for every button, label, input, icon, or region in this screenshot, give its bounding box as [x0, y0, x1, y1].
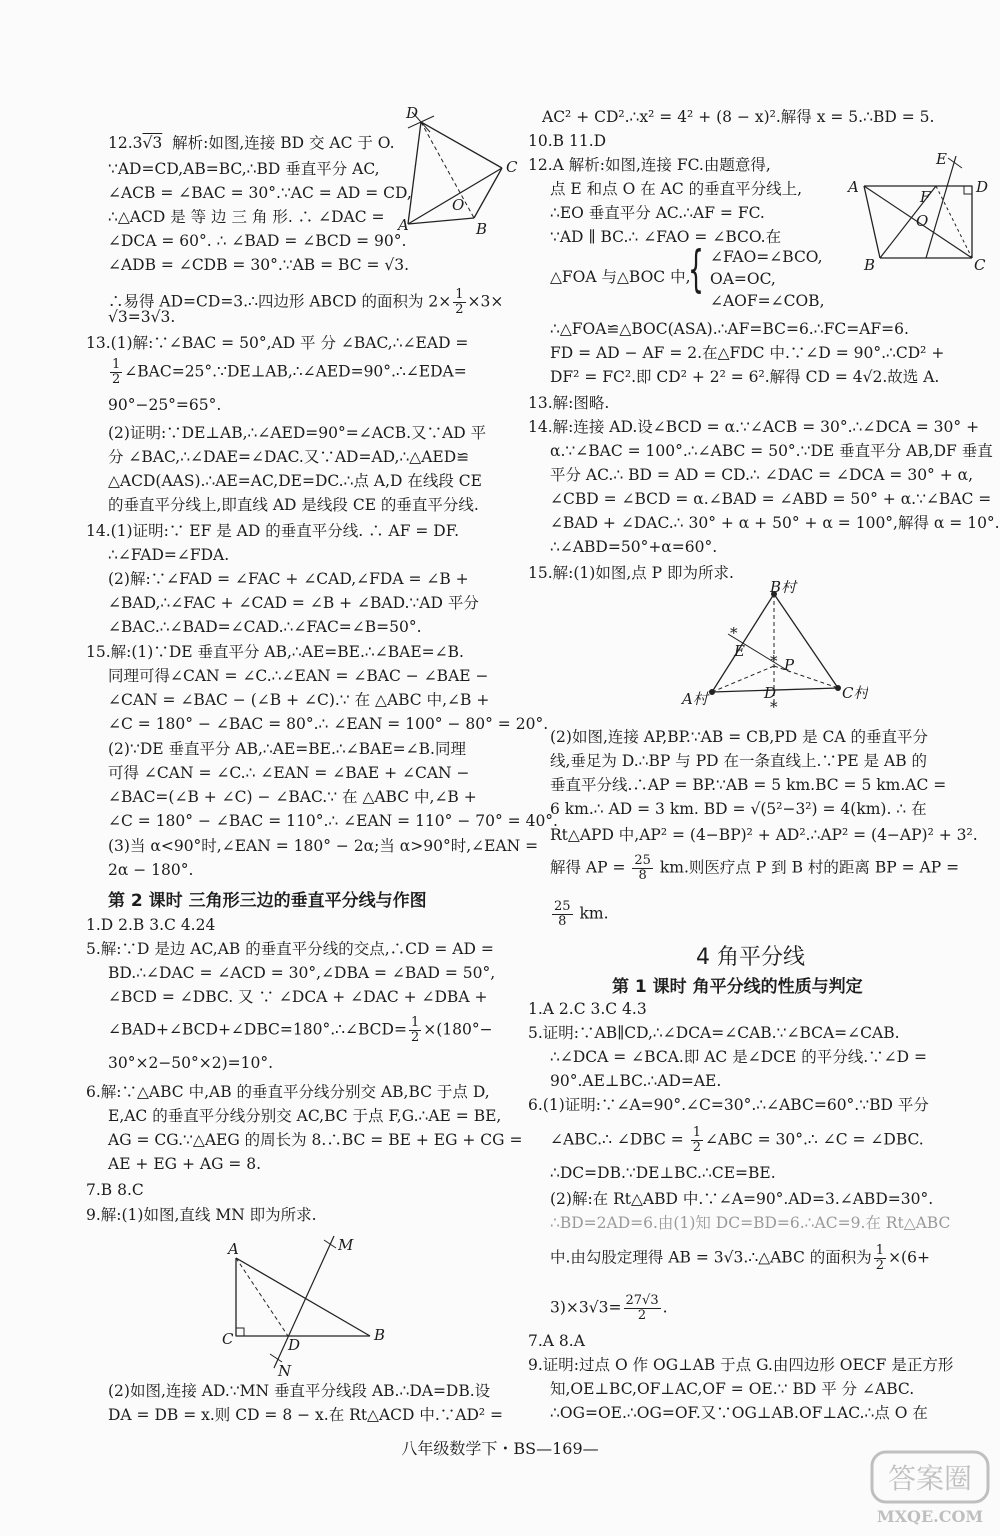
s9-line2: 知,OE⊥BC,OF⊥AC,OF = OE.∵ BD 平 分 ∠ABC. [550, 1380, 915, 1398]
q13-line7: 的垂直平分线上,即直线 AD 是线段 CE 的垂直平分线. [108, 496, 479, 514]
svg-text:D: D [406, 104, 419, 122]
svg-text:A: A [848, 178, 859, 196]
svg-text:M: M [338, 1236, 354, 1254]
s6-line1: 6.(1)证明:∵∠A=90°.∠C=30°.∴∠ABC=60°.∵BD 平分 [528, 1096, 929, 1114]
system-eq3: ∠AOF=∠COB, [710, 292, 825, 310]
chapter-heading: 4 角平分线 [696, 945, 805, 970]
q12r-line3: ∴EO 垂直平分 AC.∴AF = FC. [550, 204, 765, 222]
answers-1-4: 1.D 2.B 3.C 4.24 [86, 916, 216, 934]
q15r-line3: 线,垂足为 D.∴BP 与 PD 在一条直线上.∵PE 是 AB 的 [550, 752, 928, 770]
q5-line5: 30°×2−50°×2)=10°. [108, 1054, 274, 1072]
q9-line1: 9.解:(1)如图,直线 MN 即为所求. [86, 1206, 317, 1224]
q12-line4: ∴△ACD 是 等 边 三 角 形. ∴ ∠DAC = [108, 208, 385, 226]
svg-text:D: D [976, 178, 989, 196]
q5-line2: BD.∴∠DAC = ∠ACD = 30°,∠DBA = ∠BAD = 50°, [108, 964, 496, 982]
svg-text:MXQE.COM: MXQE.COM [876, 1507, 984, 1526]
svg-text:E: E [734, 642, 745, 660]
s5-line1: 5.证明:∵AB∥CD,∴∠DCA=∠CAB.∵∠BCA=∠CAB. [528, 1024, 900, 1042]
svg-text:C: C [974, 256, 986, 274]
q14r-line1: 14.解:连接 AD.设∠BCD = α.∵∠ACB = 30°.∴∠DCA = 30° + [528, 418, 980, 436]
s6-line3: ∴DC=DB.∵DE⊥BC.∴CE=BE. [550, 1164, 776, 1182]
svg-text:D: D [288, 1336, 301, 1354]
q15-line9: (3)当 α<90°时,∠EAN = 180° − 2α;当 α>90°时,∠EAN = [108, 837, 539, 855]
answers-1-4r: 1.A 2.C 3.C 4.3 [528, 1000, 647, 1018]
q15r-line7: 解得 AP = $\frac{25}{8}$ km.则医疗点 P 到 B 村的距离 BP = AP = [550, 853, 960, 883]
q14r-line2: α.∵∠BAC = 100°.∴∠ABC = 50°.∵DE 垂直平分 AB,DF 垂直 [550, 442, 993, 460]
q6-line4: AE + EG + AG = 8. [108, 1155, 262, 1173]
q15r-line4: 垂直平分线.∴AP = BP.∵AB = 5 km.BC = 5 km.AC = [550, 776, 947, 794]
s6-line2: ∠ABC.∴ ∠DBC = $\frac{1}{2}$ ∠ABC = 30°.∴ ∠C = ∠DBC. [550, 1125, 924, 1155]
svg-text:O: O [916, 212, 929, 230]
q13-line6: △ACD(AAS).∴AE=AC,DE=DC.∴点 A,D 在线段 CE [108, 472, 482, 490]
r-line1: AC² + CD².∴x² = 4² + (8 − x)².解得 x = 5.∴BD = 5. [542, 108, 935, 126]
svg-text:B: B [864, 256, 876, 274]
svg-text:*: * [770, 652, 778, 670]
q6-line2: E,AC 的垂直平分线分别交 AC,BC 于点 F,G.∴AE = BE, [108, 1107, 502, 1125]
q15r-line8: $\frac{25}{8}$ km. [554, 899, 609, 929]
q14r-line3: 平分 AC.∴ BD = AD = CD.∴ ∠DAC = ∠DCA = 30° + α, [550, 466, 974, 484]
q12-line3: ∠ACB = ∠BAC = 30°.∵AC = AD = CD, [108, 184, 412, 202]
q9-line3: DA = DB = x.则 CD = 8 − x.在 Rt△ACD 中.∵AD² = [108, 1406, 504, 1424]
q15-line7: ∠BAC=(∠B + ∠C) − ∠BAC.∵ 在 △ABC 中,∠B + [108, 788, 477, 806]
q5-line1: 5.解:∵D 是边 AC,AB 的垂直平分线的交点,∴CD = AD = [86, 940, 494, 958]
svg-text:O: O [452, 196, 465, 214]
svg-text:E: E [936, 150, 947, 168]
figure-triangle-mn [220, 1228, 410, 1378]
system-eq1: ∠FAO=∠BCO, [710, 248, 823, 266]
q13r: 13.解:图略. [528, 394, 610, 412]
q12r-line2: 点 E 和点 O 在 AC 的垂直平分线上, [550, 180, 803, 198]
q14-line1: 14.(1)证明:∵ EF 是 AD 的垂直平分线. ∴ AF = DF. [86, 522, 459, 540]
s9-line3: ∴OG=OE.∴OG=OF.又∵OG⊥AB.OF⊥AC.∴点 O 在 [550, 1404, 928, 1422]
svg-text:A村: A村 [682, 690, 708, 708]
q5-line4: ∠BAD+∠BCD+∠DBC=180°.∴∠BCD= $\frac{1}{2}$ ×(180°− [108, 1015, 493, 1045]
q15-line4: ∠C = 180° − ∠BAC = 80°.∴ ∠EAN = 100° − 80° = 20°. [108, 715, 549, 733]
svg-text:B村: B村 [770, 580, 797, 596]
figure-parallelogram [844, 146, 1000, 276]
q14r-line6: ∴∠ABD=50°+α=60°. [550, 538, 718, 556]
q12r-line8: DF² = FC².即 CD² + 2² = 6².解得 CD = 4√2.故选 A. [550, 368, 940, 386]
q15r-line5: 6 km.∴ AD = 3 km. BD = √(5²−3²) = 4(km). ∴ 在 [550, 800, 927, 818]
q14-line4: ∠BAD,∴∠FAC + ∠CAD = ∠B + ∠BAD.∵AD 平分 [108, 594, 479, 612]
svg-text:*: * [730, 624, 738, 642]
s6-line7: 3)×3√3= $\frac{27√3}{2}$ . [550, 1293, 668, 1323]
q15-line6: 可得 ∠CAN = ∠C.∴ ∠EAN = ∠BAE + ∠CAN − [108, 764, 470, 782]
q14r-line5: ∠BAD + ∠DAC.∴ 30° + α + 50° + α = 100°,解得 α = 10°. [550, 514, 1000, 532]
q15-line1: 15.解:(1)∵DE 垂直平分 AB,∴AE=BE.∴∠BAE=∠B. [86, 643, 464, 661]
q12-line1: 12.3√3 解析:如图,连接 BD 交 AC 于 O. [108, 134, 395, 152]
svg-text:A: A [398, 216, 409, 234]
q12-line6: ∠ADB = ∠CDB = 30°.∵AB = BC = √3. [108, 256, 410, 274]
q5-line3: ∠BCD = ∠DBC. 又 ∵ ∠DCA + ∠DAC + ∠DBA + [108, 988, 488, 1006]
q12r-line6: ∴△FOA≌△BOC(ASA).∴AF=BC=6.∴FC=AF=6. [550, 320, 909, 338]
q15-line2: 同理可得∠CAN = ∠C.∴∠EAN = ∠BAC − ∠BAE − [108, 667, 489, 685]
svg-text:*: * [770, 698, 778, 716]
answers-7-8: 7.B 8.C [86, 1181, 144, 1199]
q12-line7: ∴易得 AD=CD=3.∴四边形 ABCD 的面积为 2× $\frac{1}{2}$ ×3× [108, 287, 504, 317]
page-footer: 八年级数学下・BS—169— [401, 1439, 599, 1458]
answers-10-11: 10.B 11.D [528, 132, 607, 150]
svg-text:C村: C村 [842, 684, 868, 702]
s5-line3: 90°.AE⊥BC.∴AD=AE. [550, 1072, 722, 1090]
system-eq2: OA=OC, [710, 270, 776, 288]
system-brace: { [687, 240, 704, 298]
q15r-line1: 15.解:(1)如图,点 P 即为所求. [528, 564, 734, 582]
q14r-line4: ∠CBD = ∠BCD = α.∠BAD = ∠ABD = 50° + α.∵∠BAC = [550, 490, 992, 508]
q12r-line7: FD = AD − AF = 2.在△FDC 中.∵∠D = 90°.∴CD² + [550, 344, 945, 362]
section-heading-lesson1: 第 1 课时 角平分线的性质与判定 [612, 977, 863, 997]
q13-line5: 分 ∠BAC,∴∠DAE=∠DAC.又∵AD=AD,∴△AED≌ [108, 448, 470, 466]
svg-text:A: A [228, 1240, 239, 1258]
figure-quadrilateral-abcd [396, 100, 526, 240]
q12r-line1: 12.A 解析:如图,连接 FC.由题意得, [528, 156, 771, 174]
q12-line2: ∵AD=CD,AB=BC,∴BD 垂直平分 AC, [108, 160, 380, 178]
q15-line8: ∠C = 180° − ∠BAC = 110°.∴ ∠EAN = 110° − 70° = 40°. [108, 812, 558, 830]
q12-line5: ∠DCA = 60°. ∴ ∠BAD = ∠BCD = 90°. [108, 232, 407, 250]
s5-line2: ∴∠DCA = ∠BCA.即 AC 是∠DCE 的平分线.∵∠D = [550, 1048, 927, 1066]
q13-line1: 13.(1)解:∵∠BAC = 50°,AD 平 分 ∠BAC,∴∠EAD = [86, 334, 469, 352]
svg-text:N: N [278, 1362, 292, 1378]
q14-line3: (2)解:∵∠FAD = ∠FAC + ∠CAD,∠FDA = ∠B + [108, 570, 469, 588]
q12-line8: √3=3√3. [108, 308, 176, 326]
svg-text:D: D [764, 684, 777, 702]
q14-line2: ∴∠FAD=∠FDA. [108, 546, 230, 564]
section-heading-lesson2: 第 2 课时 三角形三边的垂直平分线与作图 [108, 891, 427, 911]
q9-line2: (2)如图,连接 AD.∵MN 垂直平分线段 AB.∴DA=DB.设 [108, 1382, 491, 1400]
svg-text:答案圈: 答案圈 [887, 1462, 973, 1495]
q15r-line2: (2)如图,连接 AP,BP.∵AB = CB,PD 是 CA 的垂直平分 [550, 728, 928, 746]
s9-line1: 9.证明:过点 O 作 OG⊥AB 于点 G.由四边形 OECF 是正方形 [528, 1356, 954, 1374]
svg-text:B: B [476, 220, 488, 238]
q6-line1: 6.解:∵△ABC 中,AB 的垂直平分线分别交 AB,BC 于点 D, [86, 1083, 490, 1101]
svg-text:B: B [374, 1326, 386, 1344]
q12r-line5a: △FOA 与△BOC 中, [550, 268, 691, 286]
q13-line3: 90°−25°=65°. [108, 396, 222, 414]
figure-villages [678, 580, 868, 720]
q6-line3: AG = CG.∵△AEG 的周长为 8.∴BC = BE + EG + CG = [108, 1131, 523, 1149]
s6-line6: 中.由勾股定理得 AB = 3√3.∴△ABC 的面积为 $\frac{1}{2}$ ×(6+ [550, 1243, 930, 1273]
answers-7-8r: 7.A 8.A [528, 1332, 585, 1350]
q15r-line6: Rt△APD 中,AP² = (4−BP)² + AD².∴AP² = (4−AP)² + 3². [550, 826, 978, 844]
q13-line2: $\frac{1}{2}$ ∠BAC=25°.∵DE⊥AB,∴∠AED=90°.∴∠EDA= [112, 357, 467, 387]
svg-text:C: C [222, 1330, 234, 1348]
s6-line5: ∴BD=2AD=6.由(1)知 DC=BD=6.∴AC=9.在 Rt△ABC [550, 1214, 951, 1232]
svg-text:C: C [506, 158, 518, 176]
svg-text:P: P [784, 656, 795, 674]
q12r-line4: ∵AD ∥ BC.∴ ∠FAO = ∠BCO.在 [550, 228, 782, 246]
q15-line5: (2)∵DE 垂直平分 AB,∴AE=BE.∴∠BAE=∠B.同理 [108, 740, 466, 758]
q15-line3: ∠CAN = ∠BAC − (∠B + ∠C).∵ 在 △ABC 中,∠B + [108, 691, 490, 709]
q14-line5: ∠BAC.∴∠BAD=∠CAD.∴∠FAC=∠B=50°. [108, 618, 422, 636]
q13-line4: (2)证明:∵DE⊥AB,∴∠AED=90°=∠ACB.又∵AD 平 [108, 424, 487, 442]
svg-text:F: F [920, 188, 931, 206]
s6-line4: (2)解:在 Rt△ABD 中.∵∠A=90°.AD=3.∠ABD=30°. [550, 1190, 934, 1208]
watermark-logo [866, 1446, 994, 1530]
q15-line10: 2α − 180°. [108, 861, 194, 879]
